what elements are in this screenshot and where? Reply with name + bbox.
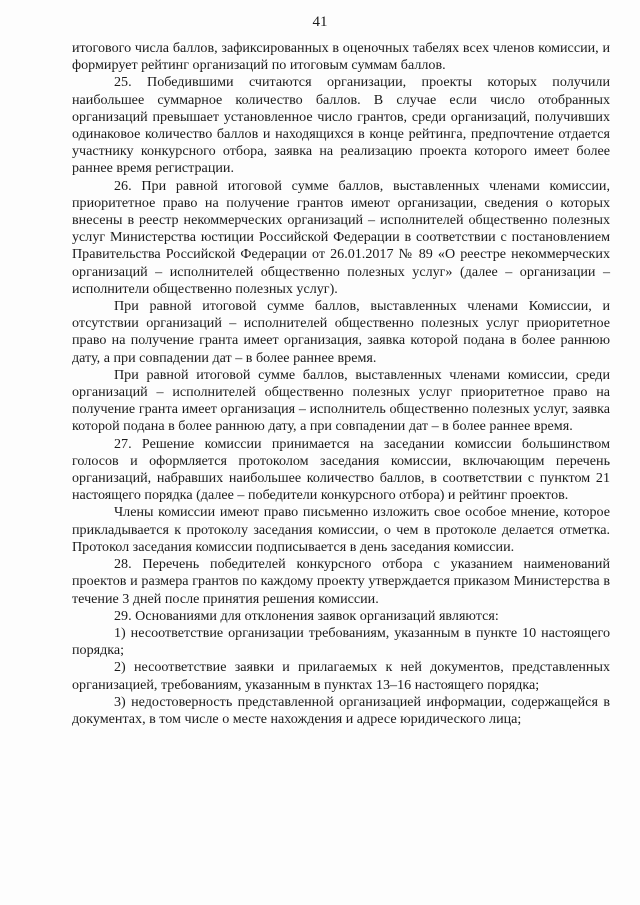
- list-item: 1) несоответствие организации требованиям, указанным в пункте 10 настоящего порядка;: [72, 624, 610, 659]
- paragraph: При равной итоговой сумме баллов, выставленных членами Комиссии, и отсутствии организаций – исполнителей общественно полезных услуг приоритетное право на получение гранта имеет организация, заявка которой подана в более раннюю дату, а при совпадении дат – в более раннее время.: [72, 298, 610, 366]
- paragraph: 25. Победившими считаются организации, проекты которых получили наибольшее суммарное количество баллов. В случае если число отобранных организаций превышает установленное число грантов, среди организаций, получивших одинаковое количество баллов и находящихся в конце рейтинга, предпочтение отдается участнику конкурсного отбора, заявка на реализацию проекта которого имеет более раннее время регистрации.: [72, 74, 610, 177]
- paragraph: 27. Решение комиссии принимается на заседании комиссии большинством голосов и оформляется протоколом заседания комиссии, включающим перечень организаций, набравших наибольшее количество баллов, в соответствии с пунктом 21 настоящего порядка (далее – победители конкурсного отбора) и рейтинг проектов.: [72, 435, 610, 504]
- paragraph: итогового числа баллов, зафиксированных в оценочных табелях всех членов комиссии, и формирует рейтинг организаций по итоговым суммам баллов.: [72, 40, 610, 74]
- list-item: 3) недостоверность представленной организацией информации, содержащейся в документах, в том числе о месте нахождения и адресе юридического лица;: [72, 693, 610, 727]
- paragraph: При равной итоговой сумме баллов, выставленных членами комиссии, среди организаций – исполнителей общественно полезных услуг приоритетное право на получение гранта имеет организация – исполнитель общественно полезных услуг, заявка которой подана в более раннюю дату, а при совпадении дат – в более раннее время.: [72, 366, 610, 435]
- paragraph: Члены комиссии имеют право письменно изложить свое особое мнение, которое прикладывается к протоколу заседания комиссии, о чем в протоколе делается отметка. Протокол заседания комиссии подписывается в день заседания комиссии.: [72, 504, 610, 555]
- paragraph: 26. При равной итоговой сумме баллов, выставленных членами комиссии, приоритетное право на получение грантов имеют организации, сведения о которых внесены в реестр некоммерческих организаций – исполнителей общественно полезных услуг Министерства юстиции Российской Федерации в соответствии с постановлением Правительства Российской Федерации от 26.01.2017 № 89 «О реестре некоммерческих организаций – исполнителей общественно полезных услуг» (далее – организации – исполнители общественно полезных услуг).: [72, 177, 610, 297]
- list-item: 2) несоответствие заявки и прилагаемых к ней документов, представленных организацией, требованиям, указанным в пунктах 13–16 настоящего порядка;: [72, 659, 610, 693]
- paragraph: 28. Перечень победителей конкурсного отбора с указанием наименований проектов и размера грантов по каждому проекту утверждается приказом Министерства в течение 3 дней после принятия решения комиссии.: [72, 556, 610, 607]
- page-number: 41: [312, 14, 328, 30]
- document-body: [72, 40, 610, 728]
- paragraph: 29. Основаниями для отклонения заявок организаций являются:: [114, 607, 499, 624]
